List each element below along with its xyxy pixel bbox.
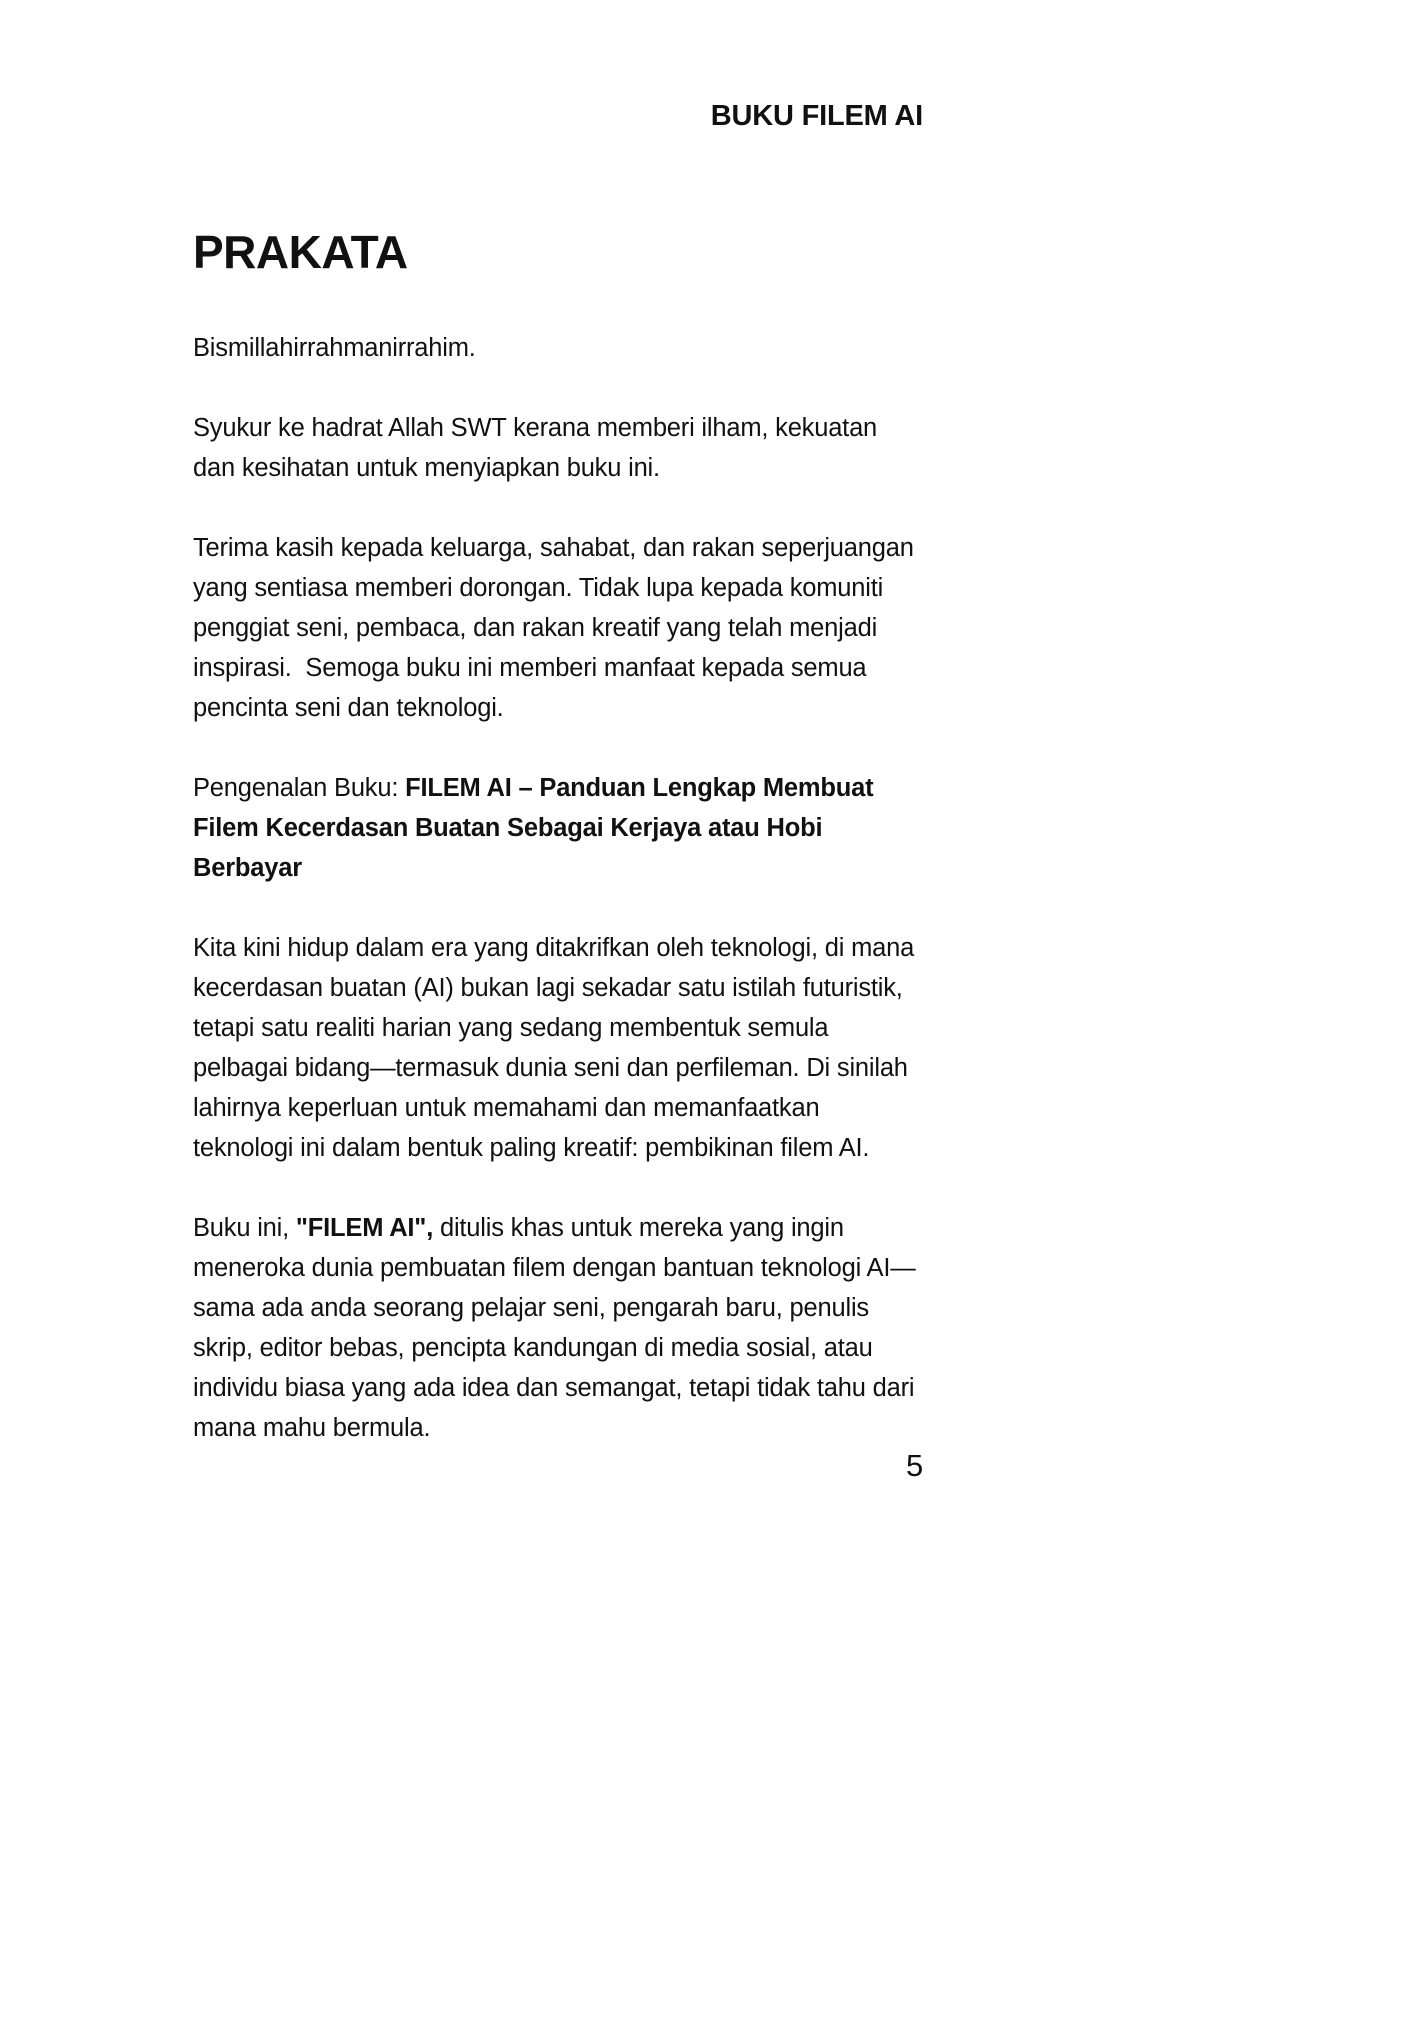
text-run: "FILEM AI", xyxy=(295,1213,440,1242)
page-content xyxy=(193,0,923,2028)
page-number: 5 xyxy=(905,1448,923,1483)
body-paragraphs xyxy=(193,328,923,1448)
paragraph xyxy=(193,528,923,728)
text-run: Terima kasih kepada keluarga, sahabat, dan rakan seperjuangan yang sentiasa memberi dorongan. Tidak lupa kepada komuniti penggiat seni, pembaca, dan rakan kreatif yang telah menjadi inspirasi. Semoga buku ini memberi manfaat kepada semua pencinta seni dan teknologi. xyxy=(193,533,921,722)
text-run: Syukur ke hadrat Allah SWT kerana memberi ilham, kekuatan dan kesihatan untuk menyiapkan buku ini. xyxy=(193,413,884,482)
chapter-title: PRAKATA xyxy=(193,226,408,278)
text-run: ditulis khas untuk mereka yang ingin meneroka dunia pembuatan filem dengan bantuan teknologi AI—sama ada anda seorang pelajar seni, pengarah baru, penulis skrip, editor bebas, pencipta kandungan di media sosial, atau individu biasa yang ada idea dan semangat, tetapi tidak tahu dari mana mahu bermula. xyxy=(193,1213,922,1442)
text-run: FILEM AI – Panduan Lengkap Membuat Filem Kecerdasan Buatan Sebagai Kerjaya atau Hobi Berbayar xyxy=(193,773,881,882)
text-run: Buku ini, xyxy=(193,1213,296,1242)
paragraph xyxy=(193,408,923,488)
text-run: Kita kini hidup dalam era yang ditakrifkan oleh teknologi, di mana kecerdasan buatan (AI) bukan lagi sekadar satu istilah futuristik, tetapi satu realiti harian yang sedang membentuk semula pelbagai bidang—termasuk dunia seni dan perfileman. Di sinilah lahirnya keperluan untuk memahami dan memanfaatkan teknologi ini dalam bentuk paling kreatif: pembikinan filem AI. xyxy=(193,933,921,1162)
paragraph xyxy=(193,328,923,368)
text-run: Bismillahirrahmanirrahim. xyxy=(193,333,476,362)
running-header: BUKU FILEM AI xyxy=(710,100,923,132)
paragraph xyxy=(193,768,923,888)
paragraph xyxy=(193,928,923,1168)
text-run: Pengenalan Buku: xyxy=(193,773,406,802)
paragraph xyxy=(193,1208,923,1448)
